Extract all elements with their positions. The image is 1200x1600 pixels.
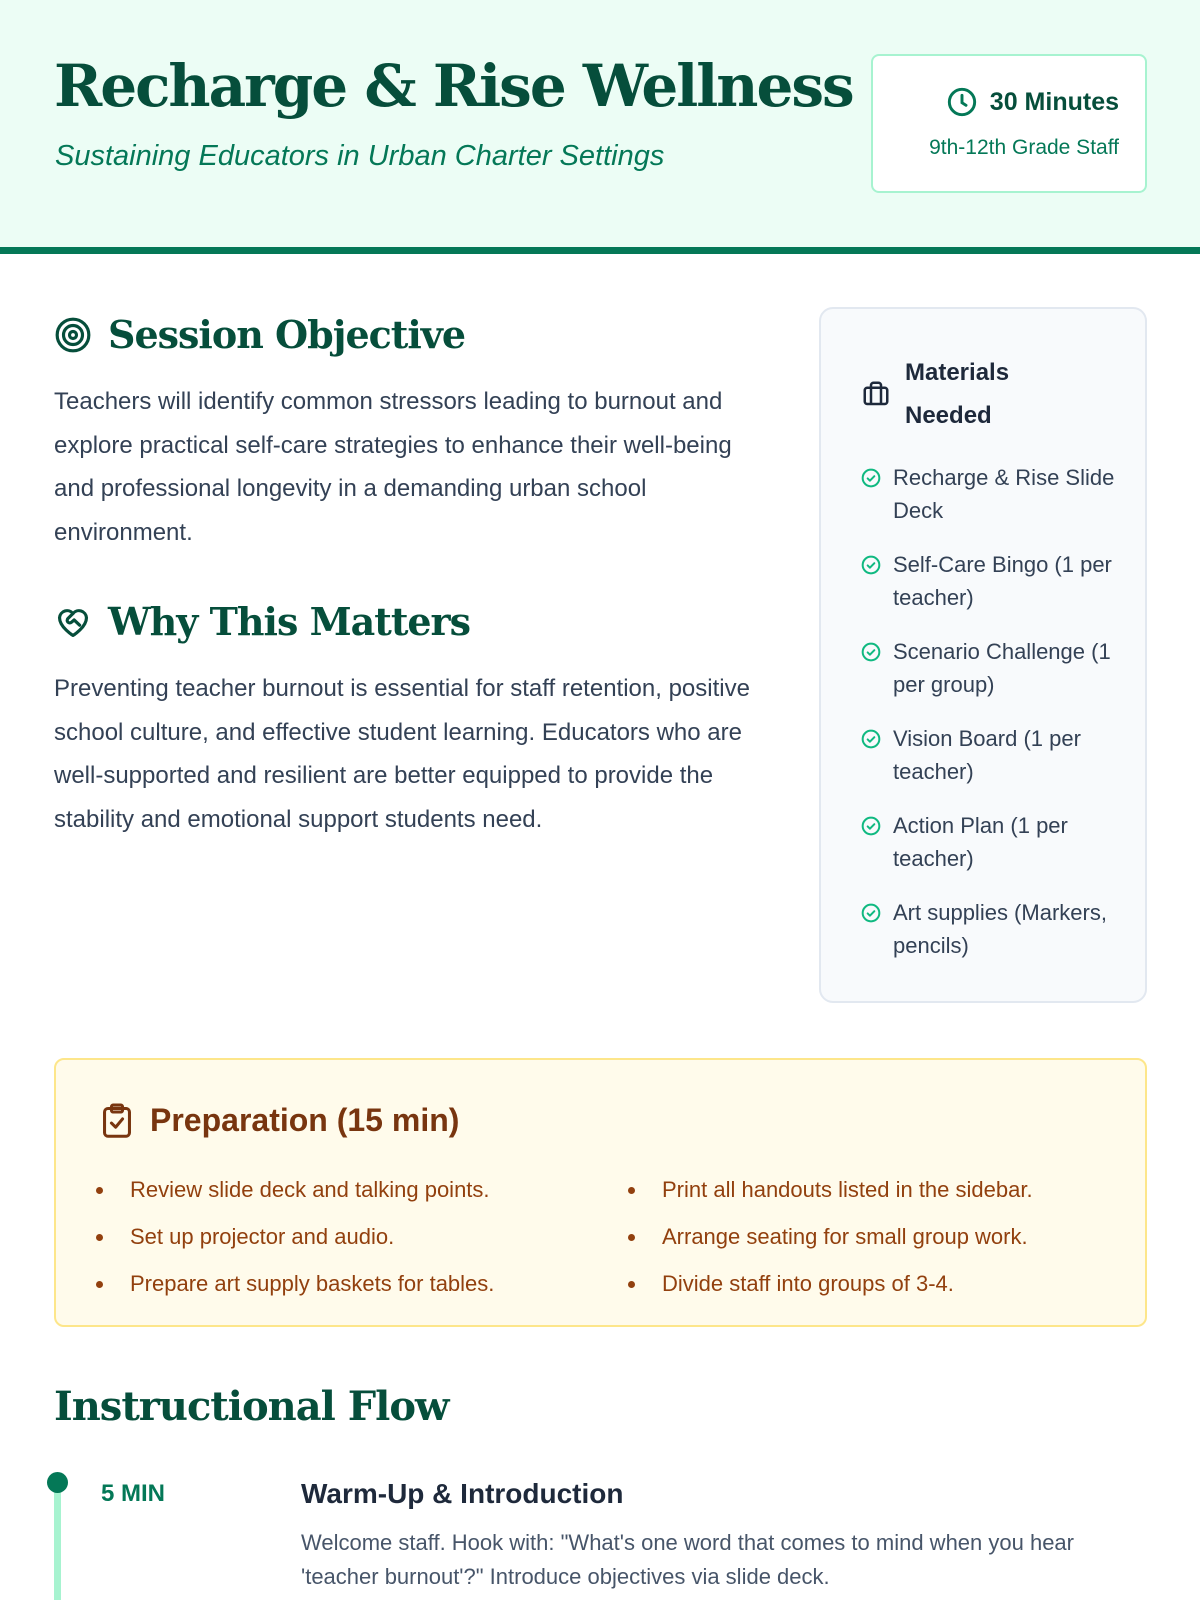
page-header (0, 0, 1200, 254)
list-item (861, 809, 1131, 875)
why-heading (54, 599, 470, 644)
preparation-heading-text: Preparation (15 min) (150, 1102, 460, 1138)
clipboard-check-icon (100, 1103, 134, 1139)
check-circle-icon (861, 903, 881, 923)
list-item (861, 896, 1131, 962)
grade-level: 9th-12th Grade Staff (929, 136, 1119, 159)
materials-heading-text: Materials Needed (905, 359, 1010, 429)
why-text: Preventing teacher burnout is essential for staff retention, positive school culture, and effective student learning. Educators who are well-supported and resilient are better equipped to provide the stability and emotional support students need. (54, 675, 750, 833)
page-subtitle: Sustaining Educators in Urban Charter Settings (55, 140, 665, 172)
list-item: Set up projector and audio. (96, 1222, 494, 1252)
session-info-card (871, 54, 1147, 193)
objective-heading-text: Session Objective (108, 312, 466, 357)
list-item: Arrange seating for small group work. (628, 1222, 1033, 1252)
timeline-dot (47, 1472, 68, 1493)
duration-badge (946, 86, 1119, 118)
list-item: Prepare art supply baskets for tables. (96, 1269, 494, 1299)
why-heading-text: Why This Matters (108, 599, 470, 644)
list-item (861, 461, 1131, 527)
materials-heading (861, 351, 1045, 437)
briefcase-icon (861, 379, 891, 409)
heart-handshake-icon (54, 603, 92, 641)
check-circle-icon (861, 555, 881, 575)
preparation-heading (100, 1102, 459, 1139)
duration-text: 30 Minutes (989, 87, 1119, 116)
preparation-list-left (96, 1175, 494, 1316)
step-time: 5 MIN (101, 1480, 166, 1507)
list-item (861, 722, 1131, 788)
material-text: Recharge & Rise Slide Deck (893, 465, 1115, 523)
material-text: Art supplies (Markers, pencils) (893, 900, 1107, 958)
target-icon (54, 316, 92, 354)
check-circle-icon (861, 642, 881, 662)
material-text: Action Plan (1 per teacher) (893, 813, 1068, 871)
check-circle-icon (861, 816, 881, 836)
list-item: Divide staff into groups of 3-4. (628, 1269, 1033, 1299)
check-circle-icon (861, 729, 881, 749)
objective-text: Teachers will identify common stressors leading to burnout and explore practical self-care strategies to enhance their well-being and professional longevity in a demanding urban school environment. (54, 388, 732, 546)
material-text: Self-Care Bingo (1 per teacher) (893, 552, 1112, 610)
list-item (861, 548, 1131, 614)
material-text: Vision Board (1 per teacher) (893, 726, 1081, 784)
preparation-box (54, 1058, 1147, 1327)
materials-sidebar (819, 307, 1147, 1003)
list-item: Print all handouts listed in the sidebar. (628, 1175, 1033, 1205)
page-title: Recharge & Rise Wellness (54, 52, 853, 120)
step-title: Warm-Up & Introduction (301, 1478, 624, 1509)
list-item (861, 635, 1131, 701)
check-circle-icon (861, 468, 881, 488)
step-description: Welcome staff. Hook with: "What's one word that comes to mind when you hear 'teacher burnout'?" Introduce objectives via slide deck. (301, 1530, 1074, 1589)
objective-heading (54, 312, 465, 357)
flow-heading: Instructional Flow (54, 1383, 449, 1430)
timeline-line (54, 1478, 61, 1600)
clock-icon (946, 86, 978, 118)
preparation-list-right (628, 1175, 1033, 1316)
list-item: Review slide deck and talking points. (96, 1175, 494, 1205)
materials-list (861, 461, 1131, 983)
material-text: Scenario Challenge (1 per group) (893, 639, 1111, 697)
